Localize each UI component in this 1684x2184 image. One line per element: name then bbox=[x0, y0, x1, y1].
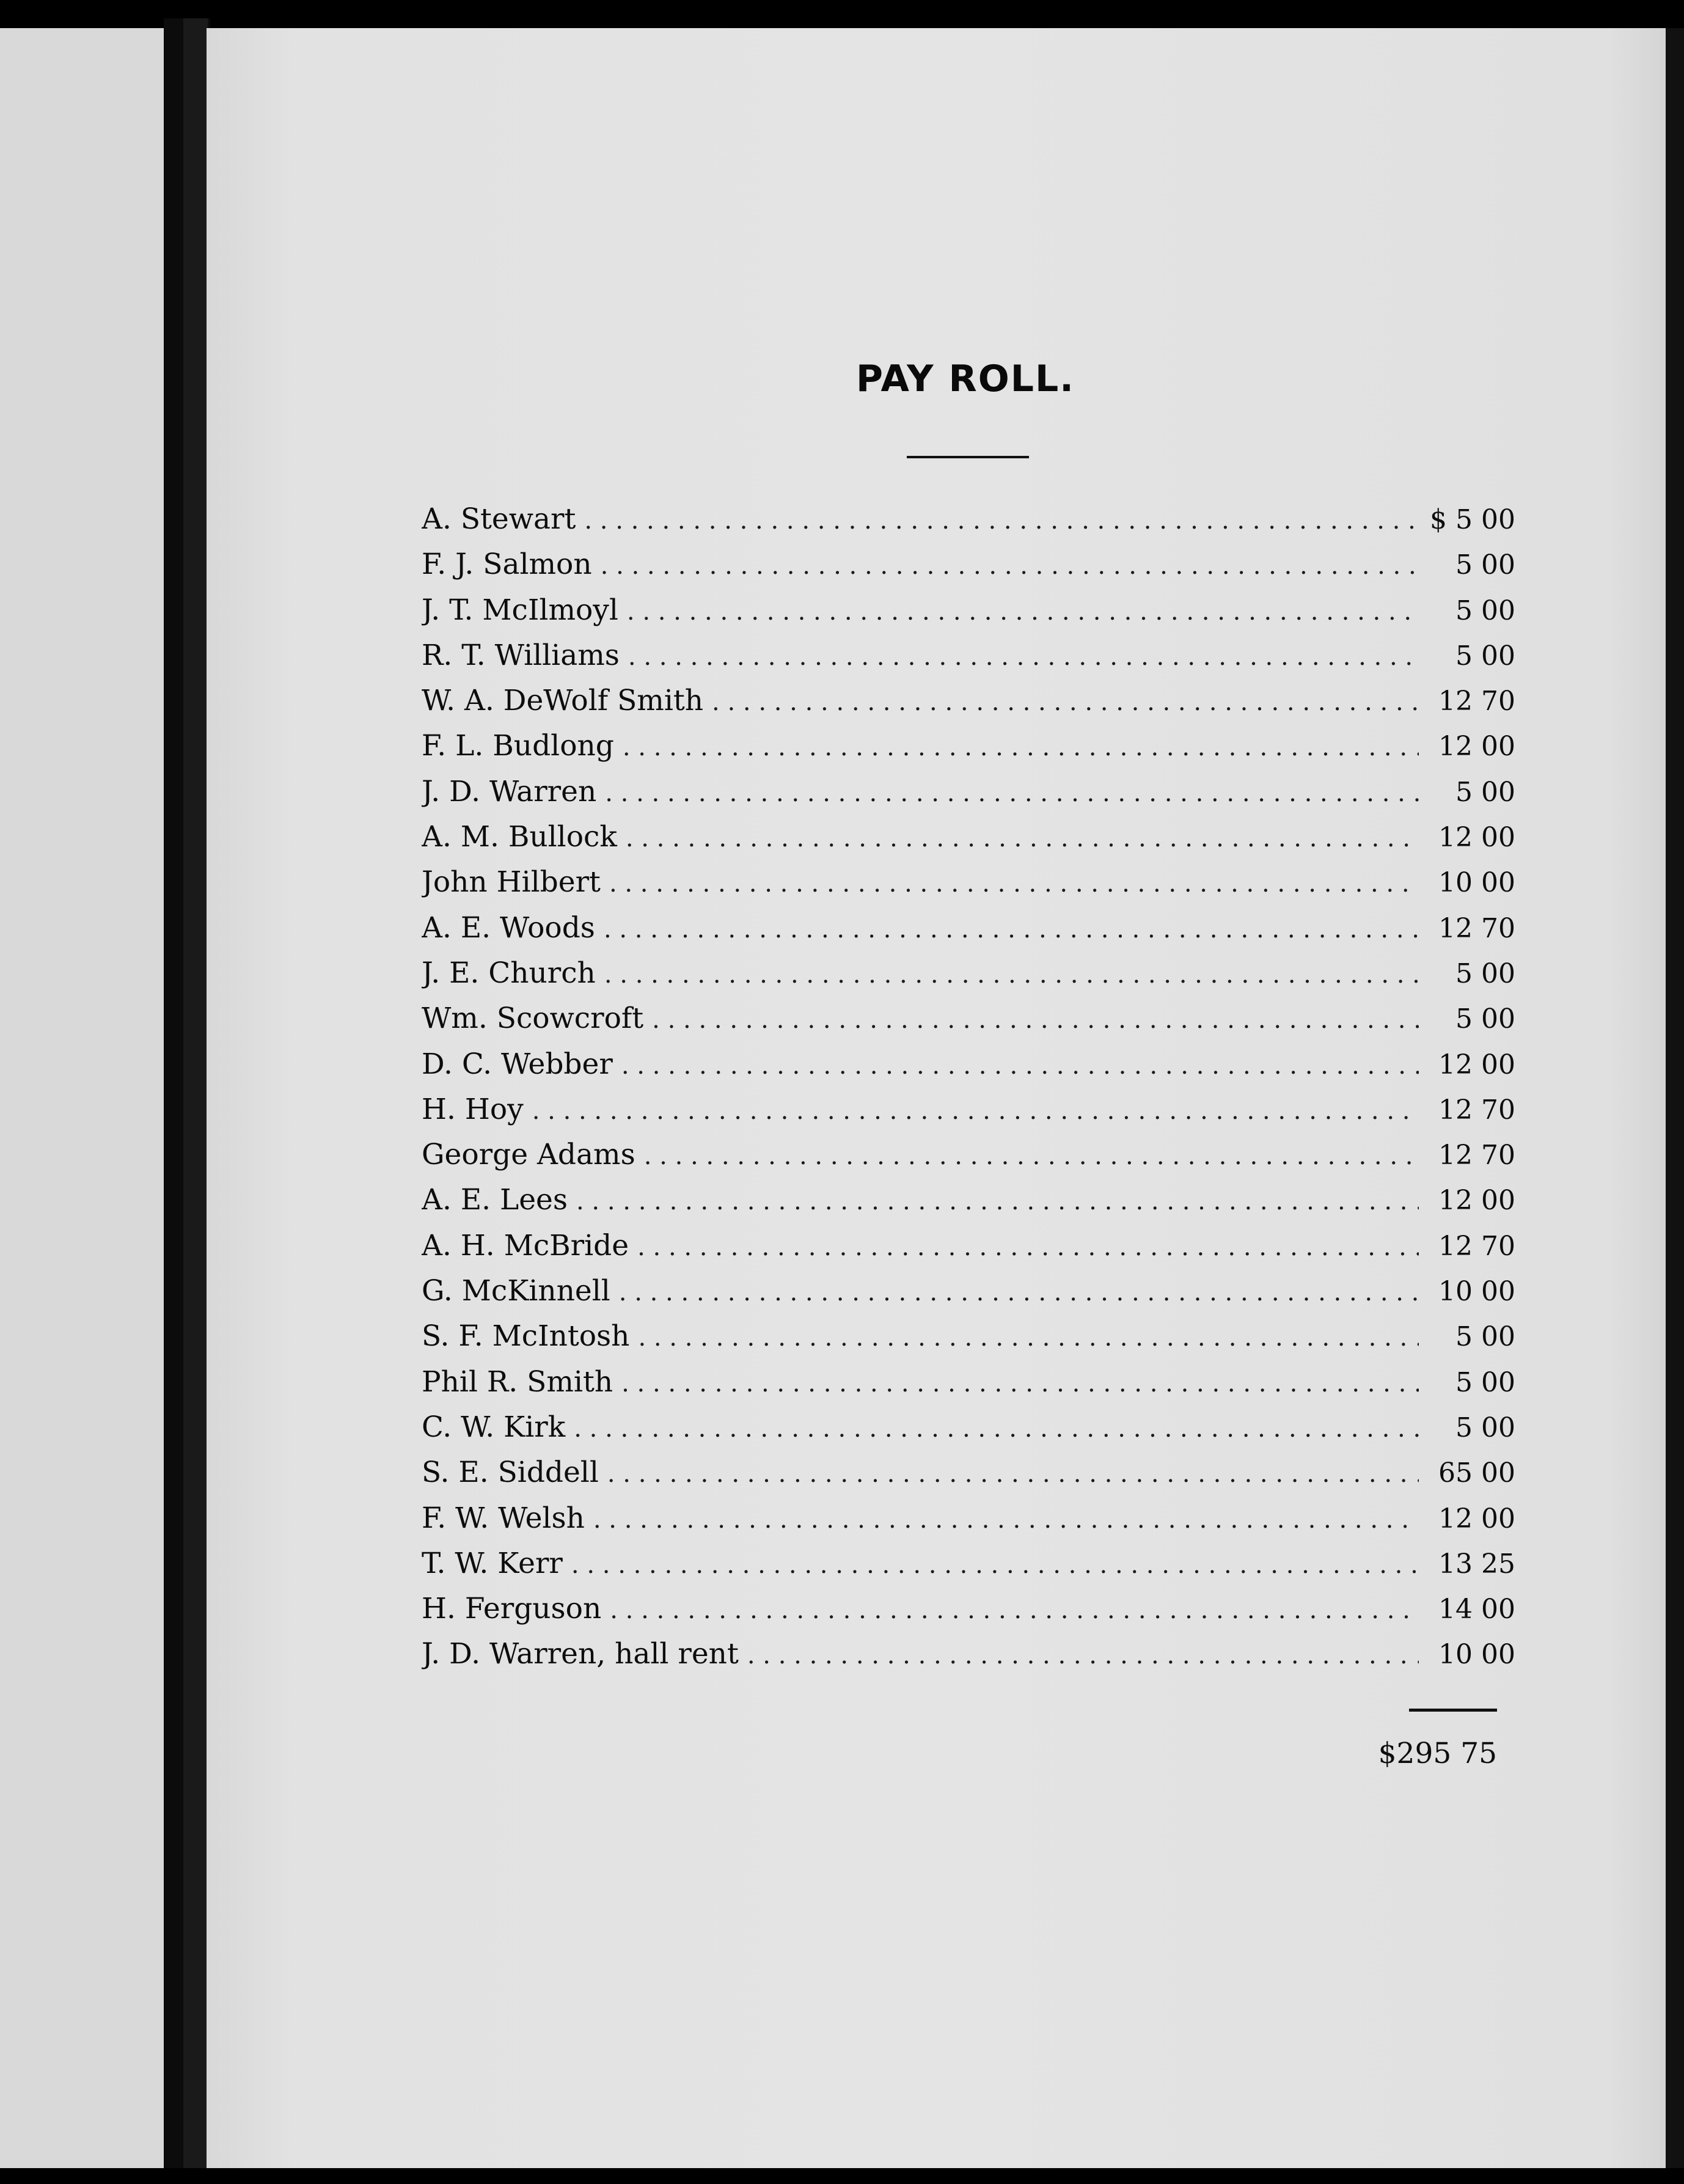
payment-amount: 13 25 bbox=[1438, 1548, 1515, 1580]
payment-amount: $ 5 00 bbox=[1430, 504, 1515, 535]
payee-name: J. T. McIlmoyl bbox=[422, 593, 618, 627]
pay-roll-row bbox=[422, 956, 1515, 1002]
dot-leader bbox=[604, 915, 1419, 944]
dot-leader bbox=[712, 688, 1419, 716]
pay-roll-row bbox=[422, 1229, 1515, 1274]
pay-roll-row bbox=[422, 911, 1515, 956]
payment-amount: 10 00 bbox=[1438, 1639, 1515, 1671]
payee-name: F. J. Salmon bbox=[422, 548, 592, 582]
payee-name: F. L. Budlong bbox=[422, 729, 614, 763]
scan-top-border bbox=[0, 0, 1684, 28]
payee-name: Phil R. Smith bbox=[422, 1365, 613, 1399]
dot-leader bbox=[607, 1460, 1419, 1488]
pay-roll-row bbox=[422, 729, 1515, 774]
payment-amount: 10 00 bbox=[1438, 1276, 1515, 1308]
payee-name: J. D. Warren, hall rent bbox=[422, 1637, 739, 1671]
payment-amount: 5 00 bbox=[1455, 1003, 1515, 1035]
payee-name: S. E. Siddell bbox=[422, 1456, 599, 1490]
payment-amount: 5 00 bbox=[1455, 1321, 1515, 1353]
dot-leader bbox=[637, 1233, 1419, 1261]
payment-amount: 12 00 bbox=[1438, 1503, 1515, 1534]
payment-amount: 12 00 bbox=[1438, 1185, 1515, 1217]
payee-name: H. Ferguson bbox=[422, 1592, 602, 1626]
pay-roll-row bbox=[422, 1501, 1515, 1547]
payment-amount: 12 00 bbox=[1438, 731, 1515, 763]
total-divider bbox=[1409, 1709, 1497, 1712]
payee-name: A. E. Woods bbox=[422, 911, 595, 945]
pay-roll-row bbox=[422, 1637, 1515, 1682]
payment-amount: 12 70 bbox=[1438, 686, 1515, 717]
page-title: PAY ROLL. bbox=[856, 357, 1075, 400]
dot-leader bbox=[652, 1006, 1419, 1034]
payment-amount: 12 00 bbox=[1438, 1049, 1515, 1080]
pay-roll-row bbox=[422, 1093, 1515, 1138]
pay-roll-row bbox=[422, 1456, 1515, 1501]
pay-roll-row bbox=[422, 548, 1515, 593]
pay-roll-row bbox=[422, 865, 1515, 911]
dot-leader bbox=[604, 961, 1419, 989]
pay-roll-list bbox=[422, 502, 1515, 1683]
pay-roll-row bbox=[422, 775, 1515, 820]
payee-name: F. W. Welsh bbox=[422, 1501, 585, 1535]
binding-torn-edge bbox=[183, 18, 208, 2168]
payee-name: A. Stewart bbox=[422, 502, 576, 536]
pay-roll-row bbox=[422, 1183, 1515, 1228]
pay-roll-row bbox=[422, 502, 1515, 548]
payment-amount: 65 00 bbox=[1438, 1457, 1515, 1489]
dot-leader bbox=[621, 1052, 1419, 1080]
payment-amount: 12 70 bbox=[1438, 1094, 1515, 1126]
payee-name: H. Hoy bbox=[422, 1092, 524, 1126]
dot-leader bbox=[593, 1506, 1419, 1534]
payee-name: T. W. Kerr bbox=[422, 1546, 563, 1580]
pay-roll-row bbox=[422, 1274, 1515, 1319]
dot-leader bbox=[605, 779, 1419, 807]
payment-amount: 12 70 bbox=[1438, 1140, 1515, 1171]
pay-roll-row bbox=[422, 820, 1515, 865]
pay-roll-row bbox=[422, 593, 1515, 639]
payment-amount: 5 00 bbox=[1455, 1412, 1515, 1443]
payment-amount: 12 70 bbox=[1438, 912, 1515, 944]
dot-leader bbox=[638, 1324, 1419, 1352]
payment-amount: 10 00 bbox=[1438, 867, 1515, 899]
payee-name: W. A. DeWolf Smith bbox=[422, 684, 704, 718]
payee-name: John Hilbert bbox=[422, 865, 601, 900]
dot-leader bbox=[601, 552, 1419, 580]
payment-amount: 14 00 bbox=[1438, 1594, 1515, 1625]
dot-leader bbox=[619, 1278, 1419, 1306]
scan-right-border bbox=[1666, 28, 1684, 2168]
pay-roll-total: $295 75 bbox=[1378, 1737, 1497, 1770]
pay-roll-row bbox=[422, 684, 1515, 729]
payee-name: A. E. Lees bbox=[422, 1183, 568, 1217]
payee-name: A. M. Bullock bbox=[422, 820, 617, 854]
payment-amount: 5 00 bbox=[1455, 1366, 1515, 1398]
payee-name: Wm. Scowcroft bbox=[422, 1002, 644, 1036]
payee-name: S. F. McIntosh bbox=[422, 1319, 630, 1354]
pay-roll-row bbox=[422, 1002, 1515, 1047]
dot-leader bbox=[532, 1097, 1419, 1125]
pay-roll-row bbox=[422, 1047, 1515, 1093]
payment-amount: 5 00 bbox=[1455, 595, 1515, 626]
dot-leader bbox=[574, 1415, 1419, 1443]
dot-leader bbox=[623, 733, 1419, 761]
payment-amount: 5 00 bbox=[1455, 640, 1515, 672]
payee-name: A. H. McBride bbox=[422, 1228, 629, 1262]
pay-roll-row bbox=[422, 639, 1515, 684]
payment-amount: 5 00 bbox=[1455, 549, 1515, 581]
dot-leader bbox=[627, 598, 1419, 626]
dot-leader bbox=[628, 643, 1419, 671]
pay-roll-row bbox=[422, 1319, 1515, 1365]
dot-leader bbox=[584, 507, 1419, 535]
title-divider bbox=[907, 456, 1029, 458]
payment-amount: 12 70 bbox=[1438, 1230, 1515, 1262]
payee-name: J. E. Church bbox=[422, 956, 596, 990]
pay-roll-row bbox=[422, 1547, 1515, 1592]
payee-name: George Adams bbox=[422, 1138, 635, 1172]
payee-name: J. D. Warren bbox=[422, 774, 597, 808]
pay-roll-row bbox=[422, 1365, 1515, 1410]
dot-leader bbox=[610, 1596, 1419, 1624]
scan-bottom-border bbox=[0, 2168, 1684, 2184]
dot-leader bbox=[644, 1142, 1419, 1170]
dot-leader bbox=[621, 1369, 1419, 1398]
payment-amount: 5 00 bbox=[1455, 776, 1515, 808]
dot-leader bbox=[571, 1551, 1419, 1579]
pay-roll-row bbox=[422, 1410, 1515, 1456]
dot-leader bbox=[576, 1187, 1419, 1215]
dot-leader bbox=[609, 870, 1419, 898]
payee-name: D. C. Webber bbox=[422, 1047, 613, 1081]
dot-leader bbox=[626, 824, 1419, 852]
facing-page-edge bbox=[0, 28, 166, 2168]
pay-roll-row bbox=[422, 1592, 1515, 1637]
payment-amount: 5 00 bbox=[1455, 958, 1515, 989]
payment-amount: 12 00 bbox=[1438, 822, 1515, 854]
payee-name: R. T. Williams bbox=[422, 638, 620, 672]
dot-leader bbox=[747, 1641, 1419, 1669]
payee-name: G. McKinnell bbox=[422, 1274, 610, 1308]
pay-roll-row bbox=[422, 1138, 1515, 1183]
payee-name: C. W. Kirk bbox=[422, 1410, 566, 1444]
